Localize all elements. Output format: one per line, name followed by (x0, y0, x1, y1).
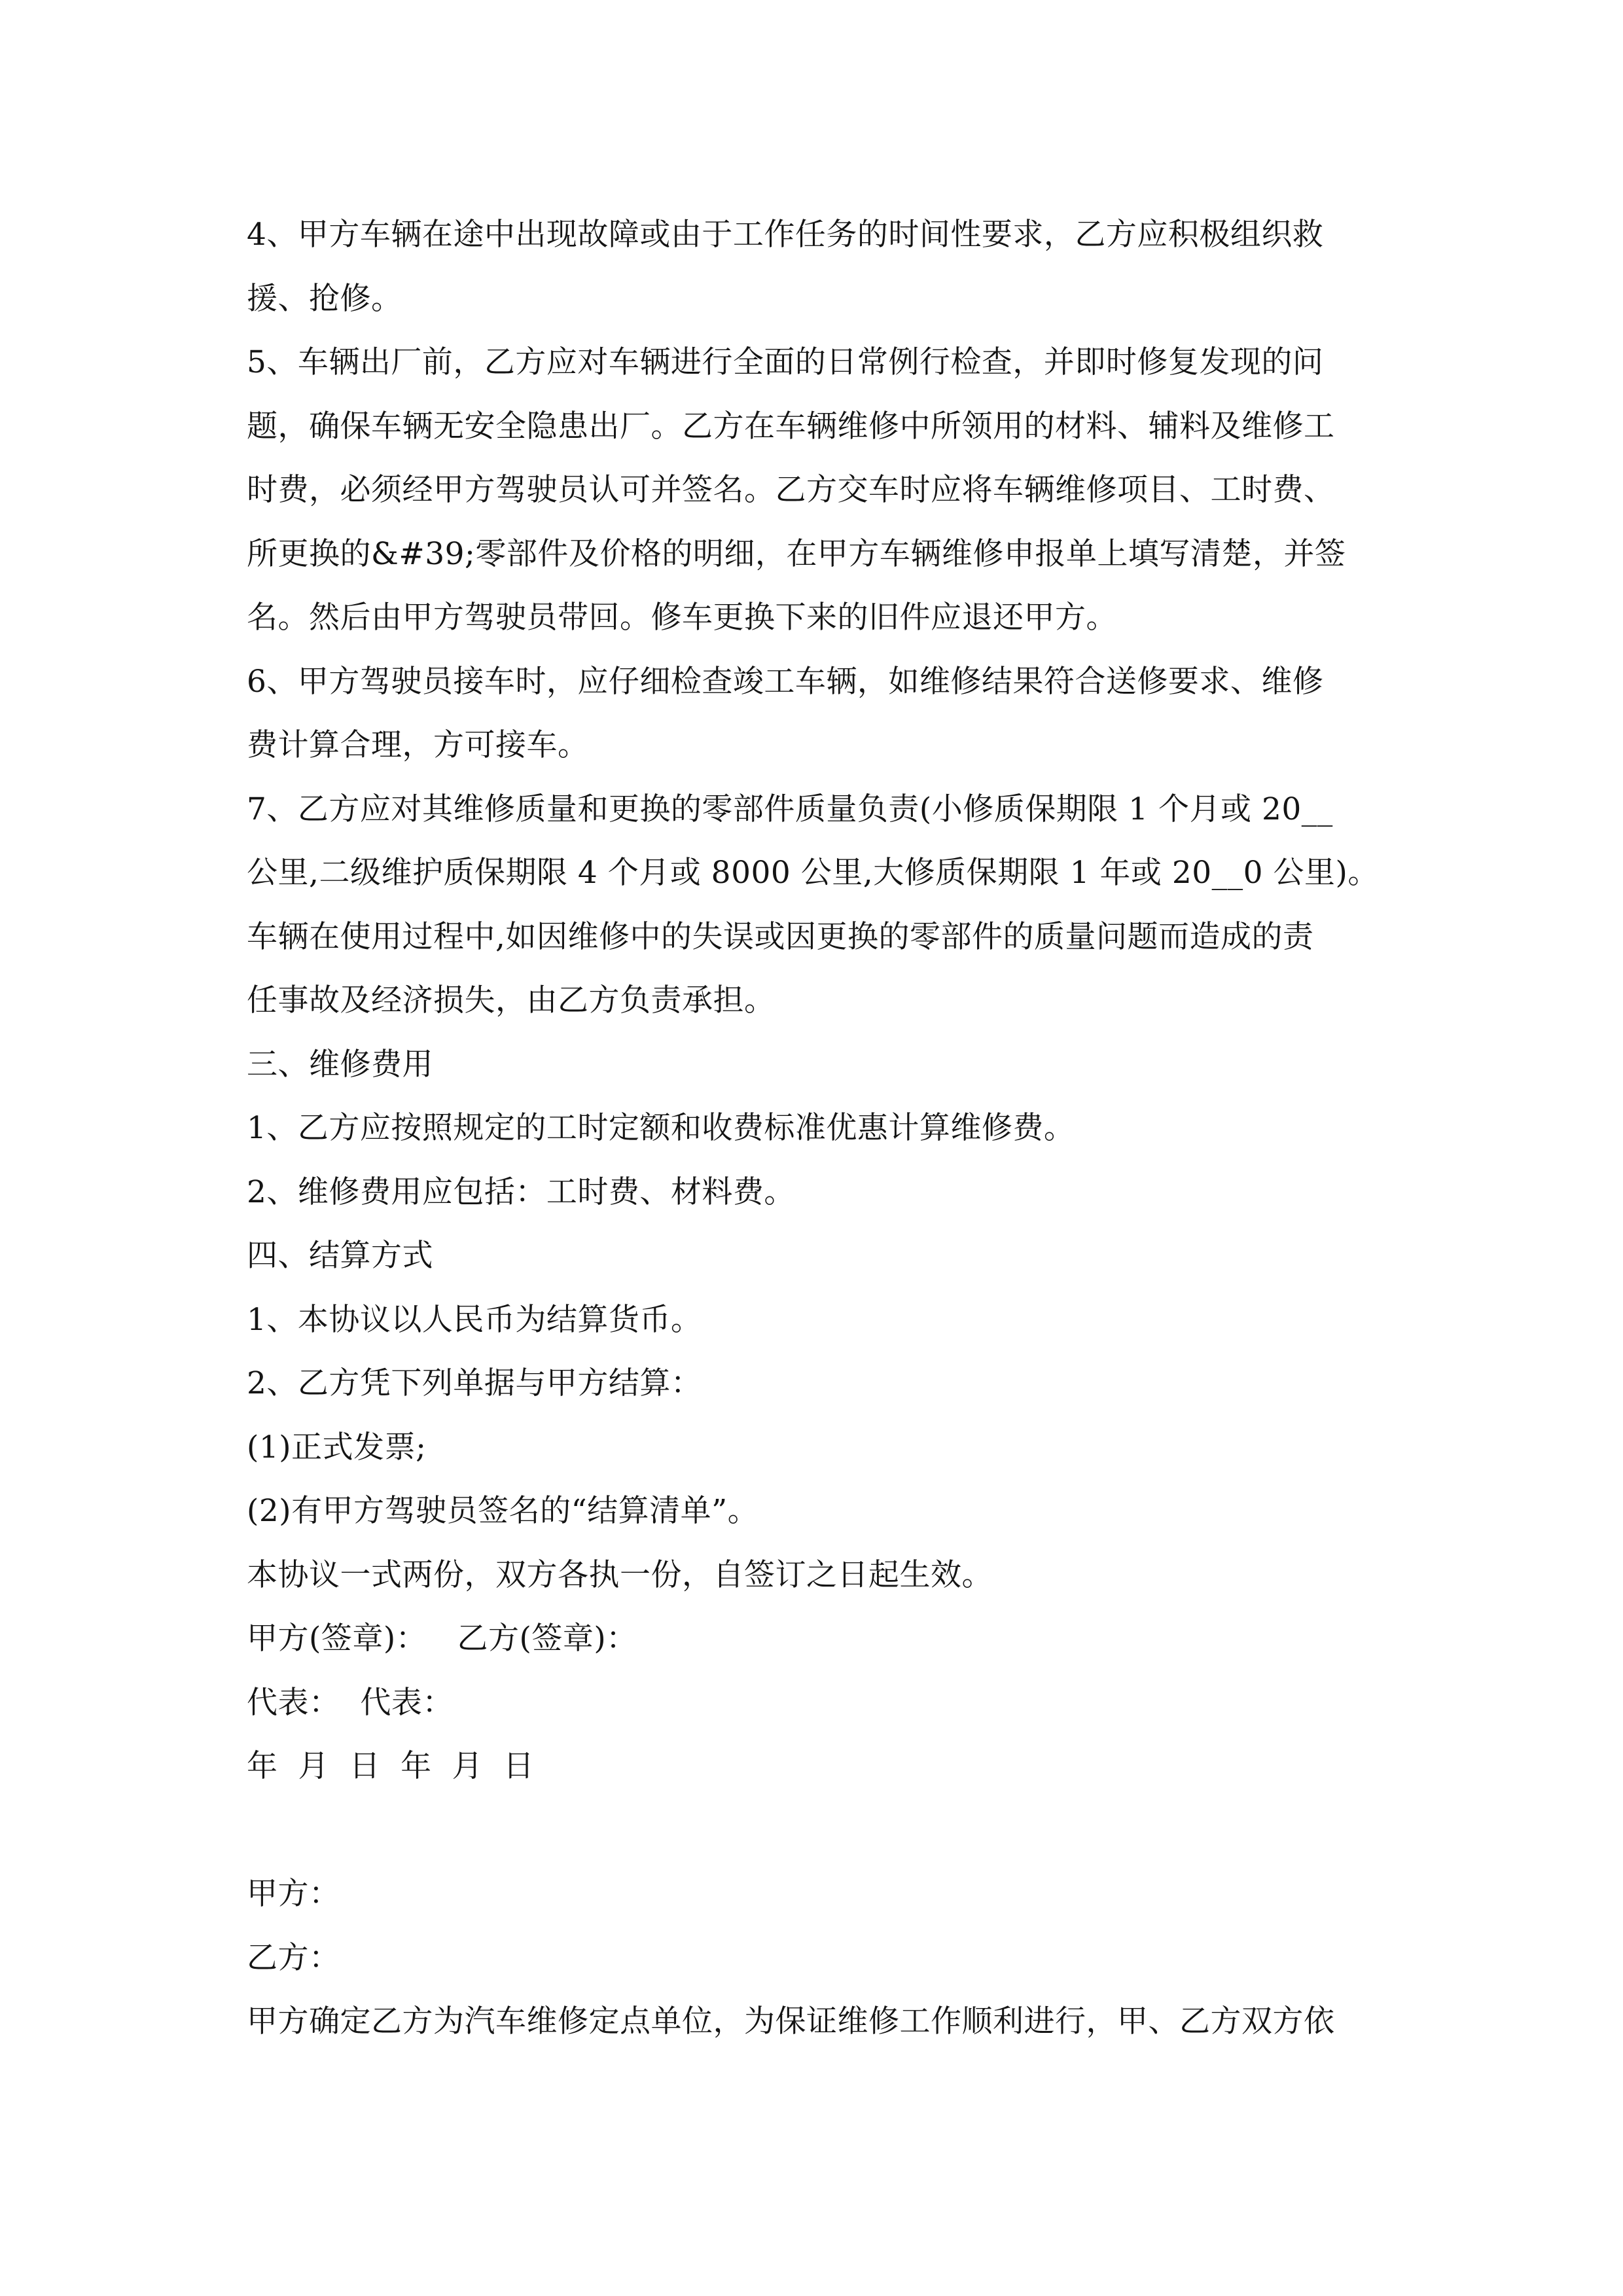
paragraph-line: 6、甲方驾驶员接车时，应仔细检查竣工车辆，如维修结果符合送修要求、维修 (247, 663, 1324, 700)
party-a-label: 甲方： (247, 1876, 340, 1912)
paragraph-line: 本协议一式两份，双方各执一份，自签订之日起生效。 (247, 1556, 993, 1593)
paragraph-line: 4、甲方车辆在途中出现故障或由于工作任务的时间性要求，乙方应积极组织救 (247, 217, 1324, 253)
paragraph-line: 2、乙方凭下列单据与甲方结算： (247, 1365, 702, 1401)
paragraph-line: 任事故及经济损失，由乙方负责承担。 (247, 982, 776, 1018)
paragraph-line: 时费，必须经甲方驾驶员认可并签名。乙方交车时应将车辆维修项目、工时费、 (247, 472, 1335, 508)
paragraph-line: 5、车辆出厂前，乙方应对车辆进行全面的日常例行检查，并即时修复发现的问 (247, 344, 1324, 380)
section-heading: 四、结算方式 (247, 1238, 433, 1274)
paragraph-line: 费计算合理，方可接车。 (247, 727, 589, 763)
paragraph-line: 7、乙方应对其维修质量和更换的零部件质量负责(小修质保期限 1 个月或 20__ (247, 791, 1333, 827)
paragraph-line: 题，确保车辆无安全隐患出厂。乙方在车辆维修中所领用的材料、辅料及维修工 (247, 408, 1335, 444)
paragraph-line: 1、本协议以人民币为结算货币。 (247, 1301, 702, 1338)
paragraph-line: 2、维修费用应包括：工时费、材料费。 (247, 1174, 795, 1210)
paragraph-line: 名。然后由甲方驾驶员带回。修车更换下来的旧件应退还甲方。 (247, 600, 1117, 636)
representative-label-line: 代表： 代表： (247, 1684, 454, 1721)
date-line: 年 月 日 年 月 日 (247, 1748, 535, 1784)
paragraph-line: 1、乙方应按照规定的工时定额和收费标准优惠计算维修费。 (247, 1110, 1075, 1146)
signature-label-line: 甲方(签章)： 乙方(签章)： (247, 1621, 637, 1657)
section-heading: 三、维修费用 (247, 1046, 433, 1083)
blank-gap (247, 1799, 1425, 1863)
list-item: (2)有甲方驾驶员签名的“结算清单”。 (247, 1493, 759, 1529)
paragraph-line: 甲方确定乙方为汽车维修定点单位，为保证维修工作顺利进行，甲、乙方双方依 (247, 2003, 1335, 2039)
list-item: (1)正式发票; (247, 1429, 427, 1465)
paragraph-line: 车辆在使用过程中,如因维修中的失误或因更换的零部件的质量问题而造成的责 (247, 918, 1314, 955)
paragraph-line: 所更换的&#39;零部件及价格的明细，在甲方车辆维修申报单上填写清楚，并签 (247, 535, 1346, 572)
paragraph-line: 公里,二级维护质保期限 4 个月或 8000 公里,大修质保期限 1 年或 20__0 公里)。 (247, 855, 1379, 891)
document-body (247, 203, 1425, 2054)
party-b-label: 乙方： (247, 1939, 340, 1976)
paragraph-line: 援、抢修。 (247, 280, 402, 317)
